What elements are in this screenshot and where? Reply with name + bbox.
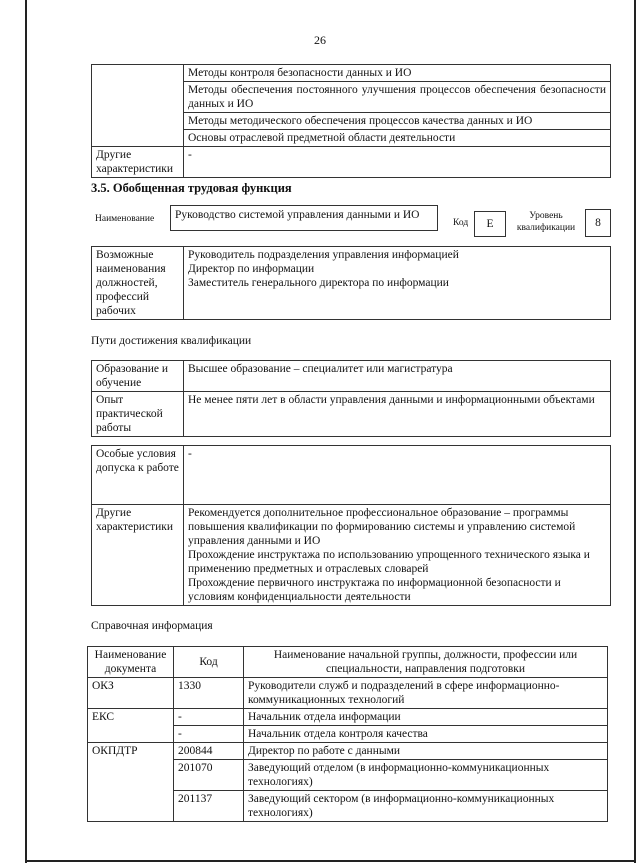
code-cell: 201070 [174,760,244,791]
level-label: Уровень квалификации [516,211,576,233]
other-characteristic-item: Прохождение инструктажа по использованию упрощенного технического языка и применению предметных и отраслевых словарей [188,549,590,575]
top-table-cell: Основы отраслевой предметной области деятельности [184,130,611,147]
name-label: Наименование [95,214,155,224]
doc-cell: ОКЗ [88,678,174,709]
reference-table [87,646,608,822]
top-table-cell: Методы обеспечения постоянного улучшения процессов обеспечения безопасности данных и ИО [184,82,611,113]
table-header-row [88,647,608,678]
top-table-cell: Методы методического обеспечения процессов качества данных и ИО [184,113,611,130]
column-header: Наименование начальной группы, должности, профессии или специальности, направления подготовки [244,647,608,678]
name-cell: Руководители служб и подразделений в сфере информационно-коммуникационных технологий [244,678,608,709]
table-row [92,361,611,392]
experience-label: Опыт практической работы [92,392,184,437]
top-other-label: Другие характеристики [92,147,184,178]
code-label: Код [453,218,469,228]
code-cell: - [174,726,244,743]
page-border-bottom [25,860,636,862]
positions-label: Возможные наименования должностей, профессий рабочих [92,247,184,320]
education-label: Образование и обучение [92,361,184,392]
other-characteristic-item: Прохождение первичного инструктажа по информационной безопасности и условиям конфиденциальности деятельности [188,577,561,603]
special-conditions-label: Особые условия допуска к работе [92,446,184,505]
positions-table [91,246,611,320]
experience-value: Не менее пяти лет в области управления данными и информационными объектами [184,392,611,437]
page-number: 26 [314,33,326,47]
table-row [92,147,611,178]
name-cell: Заведующий отделом (в информационно-коммуникационных технологиях) [244,760,608,791]
column-header: Наименование документа [88,647,174,678]
code-cell: 201137 [174,791,244,822]
top-other-value: - [184,147,611,178]
column-header: Код [174,647,244,678]
doc-cell: ОКПДТР [88,743,174,822]
education-table [91,360,611,437]
page-border-left [25,0,27,863]
code-cell: 1330 [174,678,244,709]
name-cell: Директор по работе с данными [244,743,608,760]
table-row [92,446,611,505]
name-cell: Заведующий сектором (в информационно-коммуникационных технологиях) [244,791,608,822]
doc-cell: ЕКС [88,709,174,743]
conditions-table [91,445,611,606]
table-row [92,65,611,82]
function-name: Руководство системой управления данными и ИО [170,205,438,231]
special-conditions-value: - [184,446,611,505]
top-table [91,64,611,178]
education-value: Высшее образование – специалитет или магистратура [184,361,611,392]
other-characteristics-label: Другие характеристики [92,505,184,606]
position-item: Заместитель генерального директора по информации [188,277,449,289]
section-heading: 3.5. Обобщенная трудовая функция [91,181,292,195]
code-cell: 200844 [174,743,244,760]
table-row [92,392,611,437]
qualification-level: 8 [585,209,611,237]
top-table-cell: Методы контроля безопасности данных и ИО [184,65,611,82]
reference-heading: Справочная информация [91,620,213,632]
table-row [88,743,608,760]
paths-heading: Пути достижения квалификации [91,335,252,347]
table-row [88,678,608,709]
name-cell: Начальник отдела контроля качества [244,726,608,743]
table-row [88,709,608,726]
position-item: Директор по информации [188,263,315,275]
table-row [92,505,611,606]
table-row [92,247,611,320]
position-item: Руководитель подразделения управления информацией [188,249,459,261]
name-cell: Начальник отдела информации [244,709,608,726]
other-characteristic-item: Рекомендуется дополнительное профессиональное образование – программы повышения квалификации по формированию системы и управлению системой управления данными и ИО [188,507,576,547]
code-cell: - [174,709,244,726]
page-border-right [634,0,636,863]
function-code: E [474,211,506,237]
